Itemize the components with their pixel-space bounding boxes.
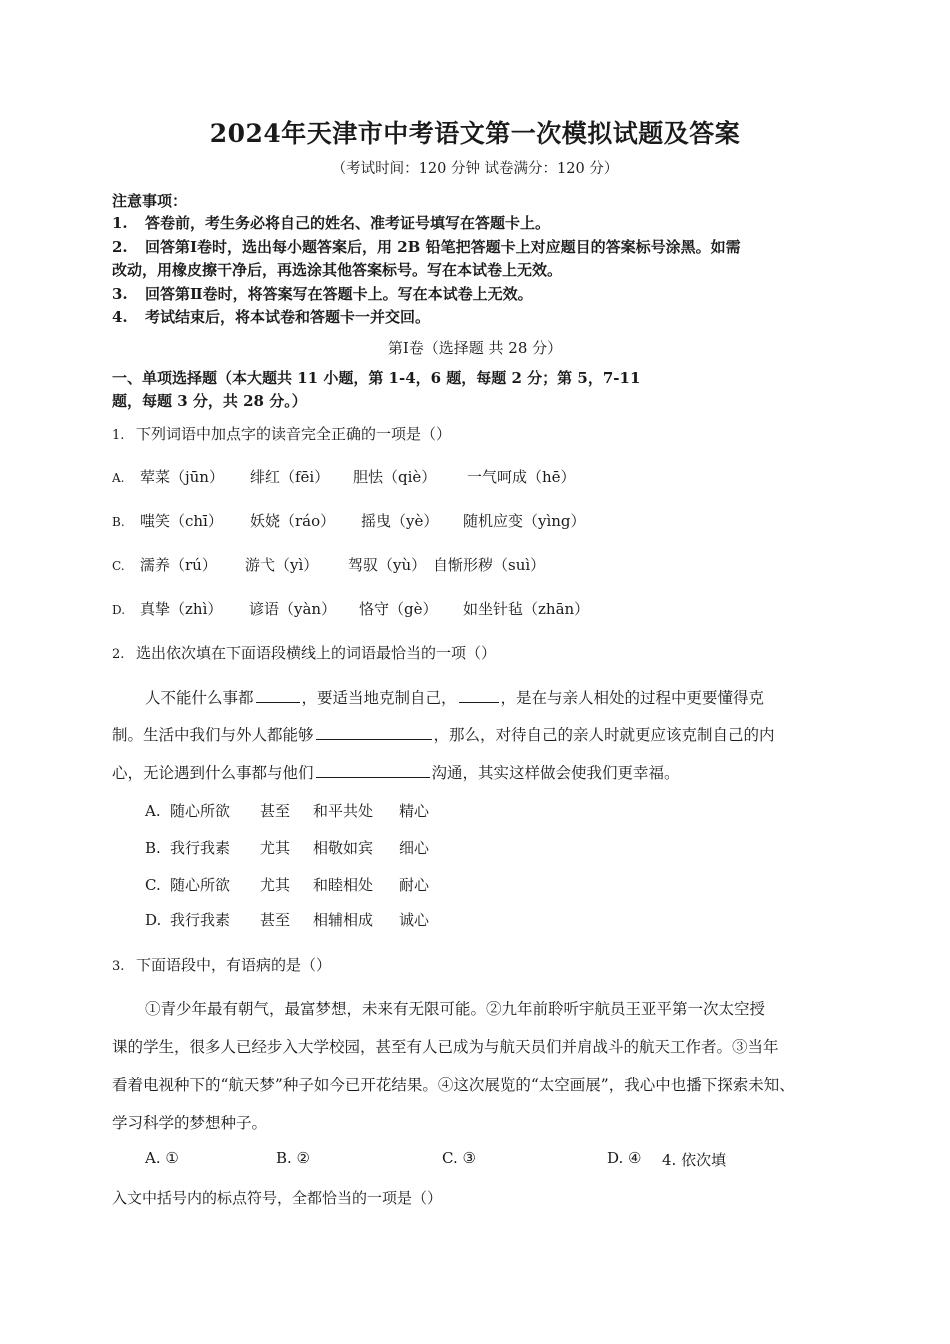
passage-text: ，要适当地克制自己， <box>301 689 457 707</box>
option-word: 嗤笑（chī） <box>140 512 223 530</box>
passage-text: ，是在与亲人相处的过程中更要懂得克 <box>500 689 765 707</box>
option-word: 和平共处 <box>313 802 374 820</box>
option-word: 甚至 <box>260 911 291 929</box>
option-word: 细心 <box>399 839 430 857</box>
option-word: 我行我素 <box>170 839 231 857</box>
option-word: 尤其 <box>260 839 291 857</box>
q3-option-b: B. ② <box>276 1149 311 1167</box>
option-word: 诚心 <box>399 911 430 929</box>
q2-option-c <box>145 874 429 895</box>
note-number: 2. <box>112 238 128 256</box>
option-word: 随心所欲 <box>170 876 231 894</box>
question-number: 1. <box>112 428 125 443</box>
note-item <box>112 236 741 257</box>
passage-text: 心，无论遇到什么事都与他们 <box>112 764 314 782</box>
question-4-start: 4. 依次填 <box>662 1151 727 1169</box>
q2-option-a <box>145 800 429 821</box>
passage-text: ，那么，对待自己的亲人时就更应该克制自己的内 <box>433 726 775 744</box>
option-label: A. <box>145 802 161 820</box>
option-word: 相辅相成 <box>313 911 374 929</box>
option-word: 随机应变（yìng） <box>463 512 586 530</box>
option-word: 驾驭（yù） <box>348 556 427 574</box>
question-number: 2. <box>112 647 125 662</box>
page-title: 2024年天津市中考语文第一次模拟试题及答案 <box>209 119 741 148</box>
option-word: 相敬如宾 <box>313 839 374 857</box>
q1-option-c <box>112 554 545 575</box>
option-word: 妖娆（ráo） <box>250 512 336 530</box>
q3-option-c: C. ③ <box>442 1149 476 1167</box>
passage-text: 制。生活中我们与外人都能够 <box>112 726 314 744</box>
question-3 <box>112 954 331 975</box>
notes-heading: 注意事项： <box>112 192 188 210</box>
passage-line: ①青少年最有朝气，最富梦想，未来有无限可能。②九年前聆听宇航员王亚平第一次太空授 <box>145 1000 766 1018</box>
note-text: 回答第Ⅰ卷时，选出每小题答案后，用 2B 铅笔把答题卡上对应题目的答案标号涂黑。如需 <box>145 238 741 256</box>
option-word: 精心 <box>399 802 430 820</box>
note-text: 回答第Ⅱ卷时，将答案写在答题卡上。写在本试卷上无效。 <box>145 285 533 303</box>
option-word: 一气呵成（hē） <box>467 468 576 486</box>
question-2 <box>112 642 496 663</box>
passage-text: 人不能什么事都 <box>145 689 254 707</box>
option-word: 我行我素 <box>170 911 231 929</box>
question-text: 下面语段中，有语病的是（） <box>136 956 332 974</box>
option-word: 谚语（yàn） <box>249 600 337 618</box>
fill-blank <box>256 687 300 703</box>
q2-option-d <box>145 909 429 930</box>
note-number: 4. <box>112 308 128 326</box>
q3-option-d: D. ④ <box>607 1149 642 1167</box>
part-heading-continued: 题，每题 3 分，共 28 分。） <box>112 392 307 410</box>
part-heading: 一、单项选择题（本大题共 11 小题，第 1-4，6 题，每题 2 分；第 5，7-11 <box>112 369 641 387</box>
option-word: 自惭形秽（suì） <box>433 556 546 574</box>
option-word: 和睦相处 <box>313 876 374 894</box>
passage-line: 看着电视种下的“航天梦”种子如今已开花结果。④这次展览的“太空画展”，我心中也播下探索未知、 <box>112 1076 795 1094</box>
question-text: 下列词语中加点字的读音完全正确的一项是（） <box>136 425 452 443</box>
option-label: C. <box>112 559 125 573</box>
question-4-continued: 入文中括号内的标点符号，全都恰当的一项是（） <box>112 1189 443 1207</box>
option-word: 如坐针毡（zhān） <box>463 600 590 618</box>
note-text-continued: 改动，用橡皮擦干净后，再选涂其他答案标号。写在本试卷上无效。 <box>112 261 563 279</box>
note-text: 答卷前，考生务必将自己的姓名、准考证号填写在答题卡上。 <box>145 214 551 232</box>
option-label: D. <box>145 911 162 929</box>
passage-text: 沟通，其实这样做会使我们更幸福。 <box>431 764 680 782</box>
q1-option-b <box>112 510 586 531</box>
q3-option-a: A. ① <box>145 1149 179 1167</box>
option-word: 随心所欲 <box>170 802 231 820</box>
q1-option-d <box>112 598 589 619</box>
exam-info: （考试时间：120 分钟 试卷满分：120 分） <box>331 161 619 177</box>
option-word: 绯红（fēi） <box>250 468 330 486</box>
passage-line <box>145 686 764 708</box>
option-word: 耐心 <box>399 876 430 894</box>
note-item <box>112 306 430 327</box>
note-item <box>112 283 533 304</box>
question-text: 选出依次填在下面语段横线上的词语最恰当的一项（） <box>136 644 497 662</box>
option-label: C. <box>145 876 161 894</box>
passage-line: 课的学生，很多人已经步入大学校园，甚至有人已成为与航天员们并肩战斗的航天工作者。③当年 <box>112 1038 779 1056</box>
option-word: 恪守（gè） <box>359 600 438 618</box>
section-heading: 第Ⅰ卷（选择题 共 28 分） <box>387 339 563 357</box>
option-word: 尤其 <box>260 876 291 894</box>
option-label: A. <box>112 471 125 485</box>
fill-blank <box>316 762 430 778</box>
option-label: D. <box>112 603 126 617</box>
option-word: 真挚（zhì） <box>140 600 223 618</box>
option-label: B. <box>112 515 125 529</box>
option-label: B. <box>145 839 161 857</box>
q1-option-a <box>112 466 576 487</box>
note-text: 考试结束后，将本试卷和答题卡一并交回。 <box>145 308 431 326</box>
note-item <box>112 212 550 233</box>
option-word: 摇曳（yè） <box>361 512 439 530</box>
q2-option-b <box>145 837 429 858</box>
fill-blank <box>316 724 432 740</box>
passage-line <box>112 761 680 783</box>
note-number: 3. <box>112 285 128 303</box>
question-1 <box>112 423 451 444</box>
passage-line <box>112 723 775 745</box>
question-number: 3. <box>112 959 125 974</box>
passage-line: 学习科学的梦想种子。 <box>112 1114 268 1132</box>
option-word: 游弋（yì） <box>245 556 319 574</box>
option-word: 胆怯（qiè） <box>353 468 437 486</box>
note-number: 1. <box>112 214 128 232</box>
option-word: 荤菜（jūn） <box>140 468 224 486</box>
option-word: 甚至 <box>260 802 291 820</box>
fill-blank <box>459 687 499 703</box>
option-word: 濡养（rú） <box>140 556 217 574</box>
